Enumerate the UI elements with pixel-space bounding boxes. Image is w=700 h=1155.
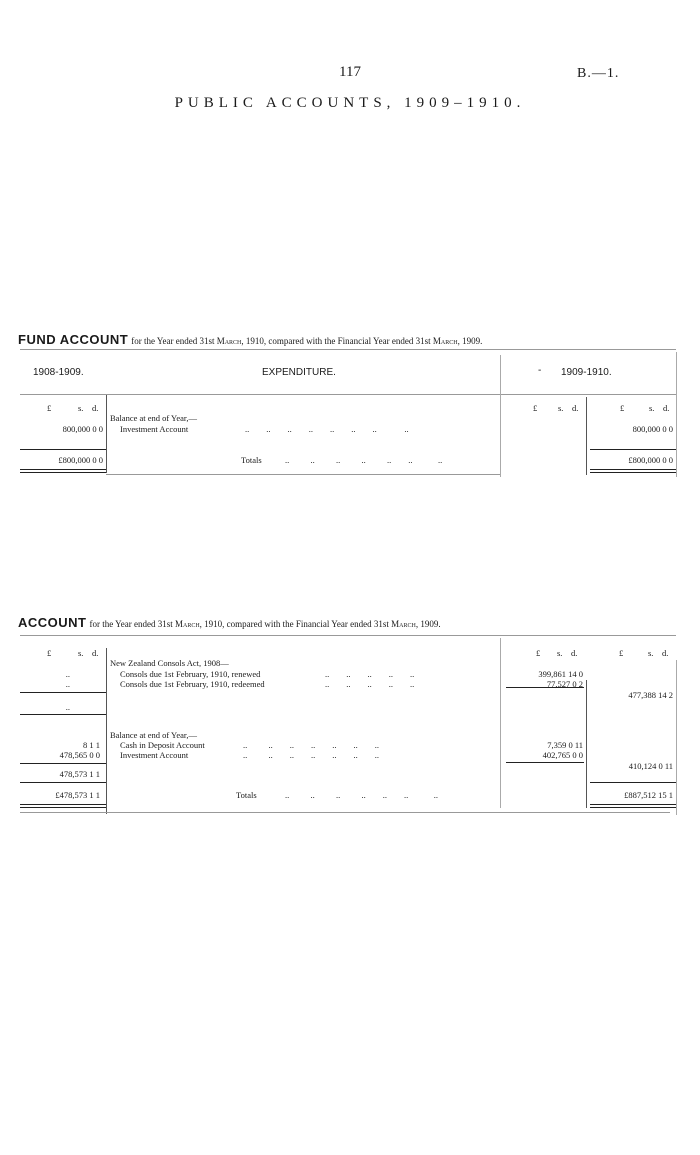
account-prev-section-rule [20, 692, 106, 693]
account-balance-total: 410,124 0 11 [628, 761, 673, 771]
page-reference: B.—1. [577, 66, 620, 81]
account-unit-d-mid: d. [571, 648, 578, 658]
fund-account-heading: FUND ACCOUNT for the Year ended 31st March, 1910, compared with the Financial Year ended 31st March, 1909. [18, 332, 483, 347]
account-unit-pound-prev: £ [47, 648, 52, 658]
fund-unit-pound-prev: £ [47, 403, 52, 413]
account-unit-pound-mid: £ [536, 648, 541, 658]
fund-curr-total-double-rule [590, 469, 676, 473]
fund-investment-label: Investment Account [120, 424, 189, 434]
account-deposit-label: Cash in Deposit Account [120, 740, 205, 750]
fund-table-top-rule [20, 349, 676, 350]
fund-unit-d-curr: d. [663, 403, 670, 413]
account-totals-prev: £478,573 1 1 [55, 790, 100, 800]
account-prev-total-double-rule [20, 804, 106, 808]
account-redeemed-label: Consols due 1st February, 1910, redeemed [120, 679, 265, 689]
fund-prev-total-double-rule [20, 469, 106, 473]
account-unit-s-curr: s. [648, 648, 654, 658]
account-redeemed-prev: .. [65, 679, 70, 689]
account-redeemed-amount: 77,527 0 2 [546, 679, 583, 689]
account-col-divider-4 [676, 660, 677, 815]
account-consols-total: 477,388 14 2 [628, 690, 673, 700]
account-col-divider-1 [106, 648, 107, 814]
account-act-label: New Zealand Consols Act, 1908— [110, 658, 229, 668]
fund-account-heading-bold: FUND ACCOUNT [18, 332, 129, 347]
fund-unit-s-mid: s. [558, 403, 564, 413]
fund-unit-s-curr: s. [649, 403, 655, 413]
account-prev-subtotal-rule [20, 763, 106, 764]
account-unit-d-curr: d. [662, 648, 669, 658]
page-title: PUBLIC ACCOUNTS, 1909–1910. [174, 95, 526, 111]
account-unit-d-prev: d. [92, 648, 99, 658]
fund-investment-curr: 800,000 0 0 [632, 424, 673, 434]
fund-totals-leader: .. .. .. .. .. .. .. [285, 455, 443, 465]
account-renewed-label: Consols due 1st February, 1910, renewed [120, 669, 261, 679]
account-unit-s-mid: s. [557, 648, 563, 658]
account-col-divider-3 [586, 680, 587, 808]
account-deposit-prev: 8 1 1 [83, 740, 100, 750]
fund-investment-leader: .. .. .. .. .. .. .. .. [245, 424, 409, 434]
account-curr-subtotal-rule [590, 782, 676, 783]
account-balance-subtotal-rule [506, 762, 584, 763]
account-investment-amount: 402,765 0 0 [542, 750, 583, 760]
account-renewed-amount: 399,861 14 0 [538, 669, 583, 679]
fund-unit-d-prev: d. [92, 403, 99, 413]
account-totals-curr: £887,512 15 1 [624, 790, 673, 800]
fund-totals-label: Totals [241, 455, 262, 465]
account-renewed-leader: .. .. .. .. .. [325, 669, 415, 679]
account-curr-total-double-rule [590, 804, 676, 808]
account-deposit-leader: .. .. .. .. .. .. .. [243, 740, 379, 750]
fund-col-header-dash: - [538, 365, 542, 376]
account-col-divider-2 [500, 638, 501, 808]
fund-totals-prev: £800,000 0 0 [58, 455, 103, 465]
account-investment-prev: 478,565 0 0 [59, 750, 100, 760]
account-unit-pound-curr: £ [619, 648, 624, 658]
fund-col-header-curr: 1909-1910. [561, 367, 612, 378]
fund-unit-s-prev: s. [78, 403, 84, 413]
fund-unit-d-mid: d. [572, 403, 579, 413]
account-redeemed-leader: .. .. .. .. .. [325, 679, 415, 689]
account-heading-bold: ACCOUNT [18, 615, 87, 630]
account-consols-subtotal-rule [506, 687, 584, 688]
fund-table-bottom-rule [106, 474, 500, 475]
account-prev-section-rule-2 [20, 714, 106, 715]
account-totals-label: Totals [236, 790, 257, 800]
fund-investment-prev: 800,000 0 0 [62, 424, 103, 434]
account-table-top-rule [20, 635, 676, 636]
fund-col-divider-4 [676, 352, 677, 477]
fund-prev-subtotal-rule [20, 449, 106, 450]
fund-col-header-prev: 1908-1909. [33, 367, 84, 378]
account-blank-prev: .. [65, 702, 70, 712]
account-totals-leader: .. .. .. .. .. .. .. [285, 790, 438, 800]
account-investment-leader: .. .. .. .. .. .. .. [243, 750, 379, 760]
fund-unit-pound-mid: £ [533, 403, 538, 413]
account-renewed-prev: .. [65, 669, 70, 679]
account-heading: ACCOUNT for the Year ended 31st March, 1910, compared with the Financial Year ended 31st March, 1909. [18, 615, 441, 630]
account-deposit-amount: 7,359 0 11 [547, 740, 583, 750]
fund-totals-curr: £800,000 0 0 [628, 455, 673, 465]
account-balance-label: Balance at end of Year,— [110, 730, 197, 740]
fund-unit-pound-curr: £ [620, 403, 625, 413]
fund-col-divider-1 [106, 395, 107, 473]
fund-header-rule [20, 394, 676, 395]
account-investment-label: Investment Account [120, 750, 189, 760]
fund-curr-subtotal-rule [590, 449, 676, 450]
page-number: 117 [339, 64, 361, 80]
account-unit-s-prev: s. [78, 648, 84, 658]
account-subtotal-prev: 478,573 1 1 [59, 769, 100, 779]
account-prev-subtotal-rule-2 [20, 782, 106, 783]
fund-col-header-title: EXPENDITURE. [262, 367, 336, 378]
account-table-bottom-rule [20, 812, 670, 813]
fund-balance-label: Balance at end of Year,— [110, 413, 197, 423]
fund-col-divider-3 [586, 397, 587, 475]
